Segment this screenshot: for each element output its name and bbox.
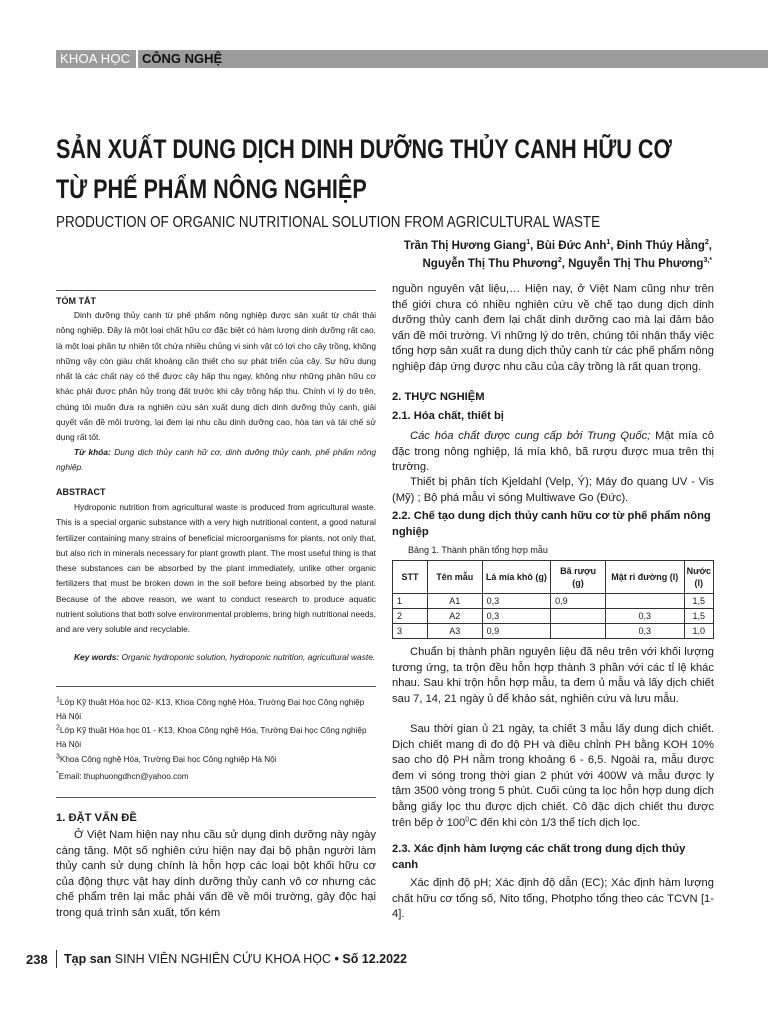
section-2-2-heading: 2.2. Chế tạo dung dịch thủy canh hữu cơ từ phế phẩm nông nghiệp bbox=[392, 510, 711, 538]
table-row bbox=[393, 594, 714, 609]
table-cell bbox=[551, 624, 606, 639]
author-name: Bùi Đức Anh bbox=[536, 240, 607, 252]
composition-table bbox=[392, 560, 714, 639]
abstract-vi-text: Dinh dưỡng thủy canh từ phế phẩm nông nghiệp được sản xuất từ chất thải nông nghiệp. Đây là một loại chất hữu cơ đặc biệt có hàm lượng dinh dưỡng rất cao, là một loại phân tự nhiên tốt chứa nhiều chủng vi sinh vật có lợi cho cây trồng, không những vậy còn giàu chất khoáng cần thiết cho sự phát triển của cây. Sự hữu dụng nhất là các chất này có thể được cây hấp thu ngay, không như những phân hữu cơ khác phải được phân hủy trong đất trước khi cây trồng hấp thu. Chính vì lý do trên, chúng tôi muốn đưa ra nghiên cứu sản xuất dung dịch dinh dưỡng thủy canh, giải quyết vấn đề môi trường, lại đem lại nhu cầu dinh dưỡng cao, hòa tan và tái chế sử dụng rất tốt. bbox=[56, 310, 376, 443]
table-cell: 0,3 bbox=[605, 609, 684, 624]
article-title-line-1: SẢN XUẤT DUNG DỊCH DINH DƯỠNG THỦY CANH HỮU CƠ bbox=[56, 134, 672, 164]
abstract-en-title: ABSTRACT bbox=[56, 487, 106, 497]
section-2-1-paragraph-2: Thiết bị phân tích Kjeldahl (Velp, Ý); Máy đo quang UV - Vis (Mỹ) ; Bộ phá mẫu vi sóng Multiwave Go (Đức). bbox=[392, 476, 714, 504]
article-title-line-2: TỪ PHẾ PHẨM NÔNG NGHIỆP bbox=[56, 174, 367, 204]
page-number: 238 bbox=[26, 952, 48, 967]
author-affiliation-mark: 3,* bbox=[703, 257, 712, 265]
header-topic: CÔNG NGHỆ bbox=[142, 51, 223, 66]
table-header-row bbox=[393, 561, 714, 594]
section-2-2-paragraph-2: Sau thời gian ủ 21 ngày, ta chiết 3 mẫu lấy dung dịch chiết. Dịch chiết mang đi đo độ PH và điều chỉnh PH bằng KOH 10% sao cho độ PH nằm trong khoảng 6 - 6,5. Ngoài ra, mẫu được đem vi sóng trong thời gian 2 phút với 400W và mẫu được ly tâm 3500 vòng trong 5 phút. Cuối cùng ta lọc hỗn hợp dung dịch bằng giấy lọc thu được dịch chiết. Cô đặc dịch chiết thu được trên bếp ở $100^0C$ đến khi còn 1/3 thể tích dịch lọc. bbox=[392, 723, 714, 829]
section-2-1-paragraph-1: Các hóa chất được cung cấp bởi Trung Quốc; Mật mía cô đặc trong nông nghiệp, lá mía khô, bã rượu được mua trên thị trường. bbox=[392, 430, 714, 474]
author-name: Trần Thị Hương Giang bbox=[403, 240, 527, 252]
table-cell: 1,5 bbox=[684, 609, 713, 624]
affiliations-bottom-rule bbox=[56, 797, 376, 798]
section-1-heading: 1. ĐẶT VẤN ĐỀ bbox=[56, 812, 137, 824]
table-cell: 1,0 bbox=[684, 624, 713, 639]
abstract-top-rule bbox=[56, 290, 376, 291]
section-2-2-paragraph-1: Chuẩn bị thành phần nguyên liệu đã nêu trên với khối lượng tương ứng, ta trộn đều hỗn hợp thành 3 phần với các tỉ lệ khác nhau. Sau khi trộn hỗn hợp mẫu, ta đem ủ mẫu và lấy dịch chiết sau 7, 14, 21 ngày ủ để khảo sát, nghiên cứu và lưu mẫu. bbox=[392, 646, 714, 705]
table-cell: 1,5 bbox=[684, 594, 713, 609]
authors-line-2: Nguyễn Thị Thu Phương$^2$, Nguyễn Thị Thu Phương$^{3,*}$ bbox=[422, 257, 712, 270]
abstract-en-text: Hydroponic nutrition from agricultural waste is produced from agricultural waste. This is a special organic substance with a very high nutritional content, a good natural fertilizer containing many strains of beneficial microorganisms for plants, not only that, but also rich in minerals necessary for plant growth plant. The most useful thing is that these substances can be absorbed by the plant immediately, unlike other organic fertilizers that must be broken down in the soil before being absorbed by the plant. Because of the above reason, we want to conduct research to produce aquatic nutrient solutions that both solve environmental problems, bring high nutritional needs, and are very soluble and recyclable. bbox=[56, 502, 376, 635]
affiliations-top-rule bbox=[56, 686, 376, 687]
section-1-paragraph-continued: nguồn nguyên vật liệu,… Hiện nay, ở Việt Nam cũng như trên thế giới chưa có nhiều nghiên cứu về chế tạo dung dịch dinh dưỡng thủy canh đem lại chất dinh dưỡng cao mà lại đảm bảo vấn đề môi trường. Vì những lý do trên, chúng tôi nhận thấy việc tổng hợp sản xuất ra dung dịch thủy canh từ các phế phẩm nông nghiệp đáp ứng được nhu cầu của cây trồng là rất quan trọng. bbox=[392, 283, 714, 373]
table-cell: 0,9 bbox=[482, 624, 551, 639]
header-section: KHOA HỌC bbox=[60, 51, 131, 66]
table-cell: 0,3 bbox=[482, 594, 551, 609]
table-cell bbox=[551, 609, 606, 624]
keywords-label: Key words: bbox=[74, 652, 120, 662]
abstract-vi-heading bbox=[56, 294, 376, 309]
section-2-3-paragraph: Xác định độ pH; Xác định độ dẫn (EC); Xác định hàm lượng chất hữu cơ tổng số, Nito tổng, Photpho tổng theo các TCVN [1-4]. bbox=[392, 877, 714, 921]
table-header-cell: Mật rỉ đường (l) bbox=[605, 561, 684, 594]
keywords-text: Organic hydroponic solution, hydroponic nutrition, agricultural waste. bbox=[121, 652, 376, 662]
table-cell: 0,3 bbox=[482, 609, 551, 624]
keywords-text: Dung dịch thủy canh hữ cơ, dinh dưỡng thủy canh, phế phẩm nông nghiệp. bbox=[56, 447, 377, 473]
author-affiliation-mark: 1 bbox=[606, 239, 611, 247]
affiliation-email: *Email: thuphuongdhcn@yahoo.com bbox=[56, 770, 189, 781]
table-cell: A1 bbox=[427, 594, 482, 609]
article-title-english: PRODUCTION OF ORGANIC NUTRITIONAL SOLUTION FROM AGRICULTURAL WASTE bbox=[56, 214, 601, 231]
table-cell: A3 bbox=[427, 624, 482, 639]
affiliation-item: $^1$Lớp Kỹ thuật Hóa học 02- K13, Khoa Công nghệ Hóa, Trường Đại học Công nghiệp Hà Nội bbox=[56, 696, 365, 721]
journal-name: Tạp san SINH VIÊN NGHIÊN CỨU KHOA HỌC • Số 12.2022 bbox=[64, 952, 407, 966]
footer-separator bbox=[56, 950, 57, 968]
table-header-cell: Bã rượu (g) bbox=[551, 561, 606, 594]
table-cell: 0,3 bbox=[605, 624, 684, 639]
section-1-paragraph: Ở Việt Nam hiện nay nhu cầu sử dụng dinh dưỡng này ngày càng tăng. Một số nghiên cứu hiện nay đại bộ phận người làm thủy canh sử dụng chính là hỗn hợp các loại bột khối hữu cơ của động thực vật hay dinh dưỡng thủy canh vô cơ nhưng các chế phẩm trên lại mắc phải vấn đề về môi trường, gây độc hại trong quá trình sản xuất, tốn kém bbox=[56, 829, 376, 919]
table-cell: 3 bbox=[393, 624, 428, 639]
table-header-cell: Nước (l) bbox=[684, 561, 713, 594]
keywords-label: Từ khóa: bbox=[74, 447, 111, 457]
author-affiliation-mark: 2 bbox=[704, 239, 709, 247]
table-cell: A2 bbox=[427, 609, 482, 624]
abstract-vi-title: TÓM TẮT bbox=[56, 296, 96, 306]
section-2-heading: 2. THỰC NGHIỆM bbox=[392, 391, 485, 403]
author-name: Nguyễn Thị Thu Phương bbox=[568, 258, 704, 270]
table-row bbox=[393, 609, 714, 624]
author-affiliation-mark: 1 bbox=[526, 239, 531, 247]
author-affiliation-mark: 2 bbox=[557, 257, 562, 265]
table-row bbox=[393, 624, 714, 639]
abstract-en-heading bbox=[56, 485, 376, 500]
abstract-vi-keywords bbox=[56, 445, 376, 476]
table-header-cell: STT bbox=[393, 561, 428, 594]
table-cell: 1 bbox=[393, 594, 428, 609]
affiliation-item: $^3$Khoa Công nghệ Hóa, Trường Đại học Công nghiệp Hà Nội bbox=[56, 753, 277, 764]
table-header-cell: Tên mẫu bbox=[427, 561, 482, 594]
header-separator bbox=[136, 50, 138, 68]
abstract-en-keywords bbox=[56, 650, 376, 665]
table-cell: 2 bbox=[393, 609, 428, 624]
author-name: Đinh Thúy Hằng bbox=[616, 240, 705, 252]
table-header-cell: Lá mía khô (g) bbox=[482, 561, 551, 594]
section-2-1-heading: 2.1. Hóa chất, thiết bị bbox=[392, 410, 504, 422]
affiliation-item: $^2$Lớp Kỹ thuật Hóa học 01 - K13, Khoa Công nghệ Hóa, Trường Đại học Công nghiệp Hà Nội bbox=[56, 724, 367, 749]
table-cell bbox=[605, 594, 684, 609]
section-2-3-heading: 2.3. Xác định hàm lượng các chất trong dung dịch thủy canh bbox=[392, 843, 686, 871]
author-name: Nguyễn Thị Thu Phương bbox=[422, 258, 558, 270]
table-caption: Bảng 1. Thành phần tổng hợp mẫu bbox=[408, 545, 548, 555]
authors-line-1: Trần Thị Hương Giang$^1$, Bùi Đức Anh$^1$, Đinh Thúy Hằng$^2$, bbox=[403, 239, 712, 252]
table-cell: 0,9 bbox=[551, 594, 606, 609]
